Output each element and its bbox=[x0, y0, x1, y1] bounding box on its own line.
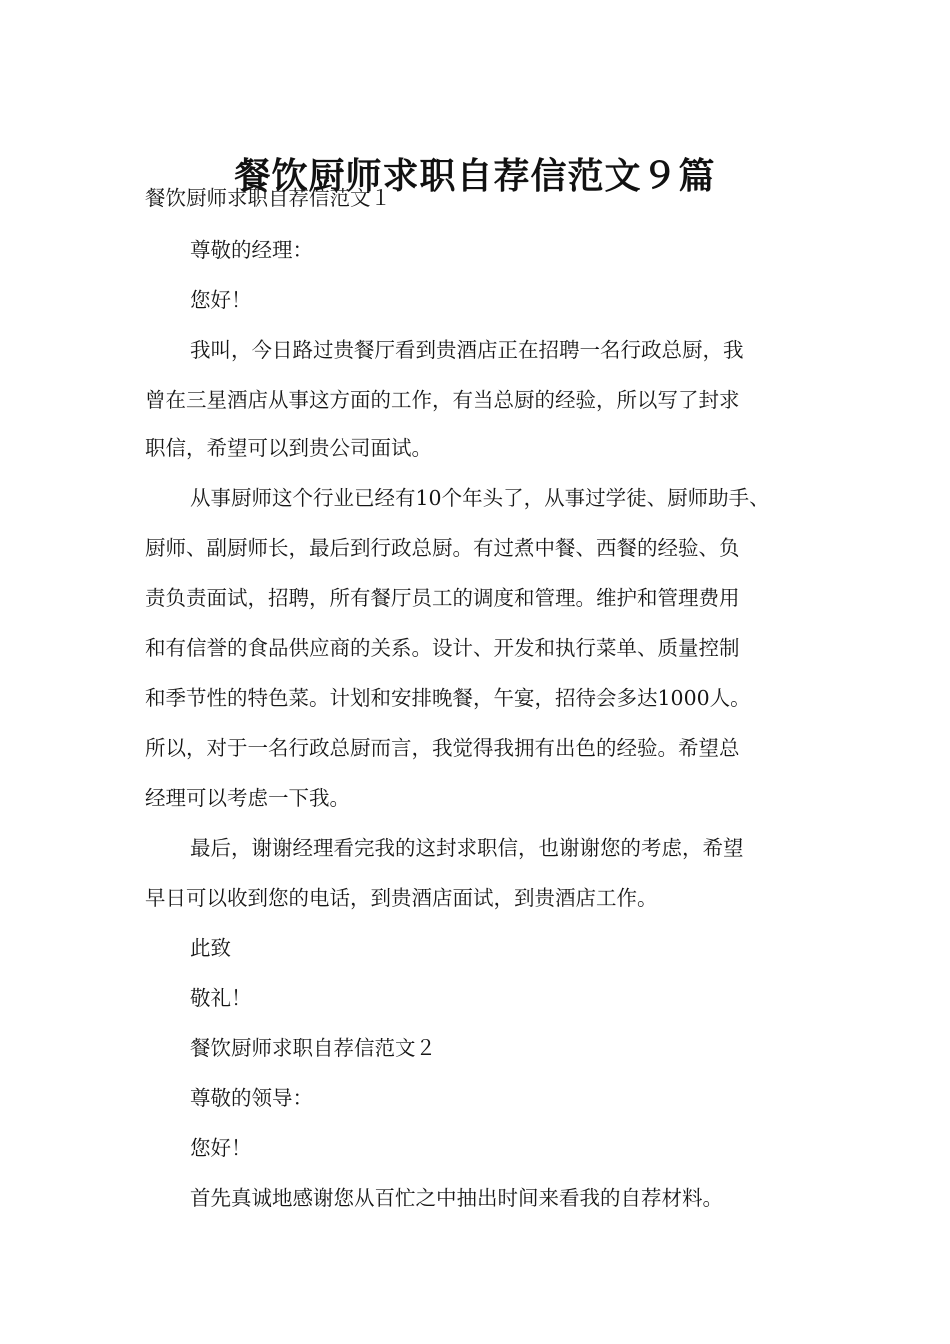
paragraph-line: 经理可以考虑一下我。 bbox=[145, 786, 350, 810]
paragraph-line: 我叫，今日路过贵餐厅看到贵酒店正在招聘一名行政总厨，我 bbox=[190, 338, 744, 362]
paragraph-line: 首先真诚地感谢您从百忙之中抽出时间来看我的自荐材料。 bbox=[190, 1186, 723, 1210]
section-heading-2: 餐饮厨师求职自荐信范文２ bbox=[190, 1036, 436, 1060]
salutation: 尊敬的领导： bbox=[190, 1086, 313, 1110]
closing-line: 此致 bbox=[190, 936, 231, 960]
paragraph-line: 和有信誉的食品供应商的关系。设计、开发和执行菜单、质量控制 bbox=[145, 636, 740, 660]
greeting: 您好！ bbox=[190, 1136, 252, 1160]
paragraph-line: 责负责面试，招聘，所有餐厅员工的调度和管理。维护和管理费用 bbox=[145, 586, 740, 610]
section-heading-1: 餐饮厨师求职自荐信范文１ bbox=[145, 186, 391, 210]
paragraph-line: 从事厨师这个行业已经有10个年头了，从事过学徒、厨师助手、 bbox=[190, 486, 770, 510]
closing-line: 敬礼！ bbox=[190, 986, 252, 1010]
greeting: 您好！ bbox=[190, 288, 252, 312]
salutation: 尊敬的经理： bbox=[190, 238, 313, 262]
paragraph-line: 早日可以收到您的电话，到贵酒店面试，到贵酒店工作。 bbox=[145, 886, 658, 910]
paragraph-line: 和季节性的特色菜。计划和安排晚餐，午宴，招待会多达1000人。 bbox=[145, 686, 751, 710]
paragraph-line: 职信，希望可以到贵公司面试。 bbox=[145, 436, 432, 460]
paragraph-line: 曾在三星酒店从事这方面的工作，有当总厨的经验，所以写了封求 bbox=[145, 388, 740, 412]
paragraph-line: 所以，对于一名行政总厨而言，我觉得我拥有出色的经验。希望总 bbox=[145, 736, 740, 760]
paragraph-line: 厨师、副厨师长，最后到行政总厨。有过煮中餐、西餐的经验、负 bbox=[145, 536, 740, 560]
document-title: 餐饮厨师求职自荐信范文９篇 bbox=[234, 156, 716, 198]
paragraph-line: 最后，谢谢经理看完我的这封求职信，也谢谢您的考虑，希望 bbox=[190, 836, 744, 860]
